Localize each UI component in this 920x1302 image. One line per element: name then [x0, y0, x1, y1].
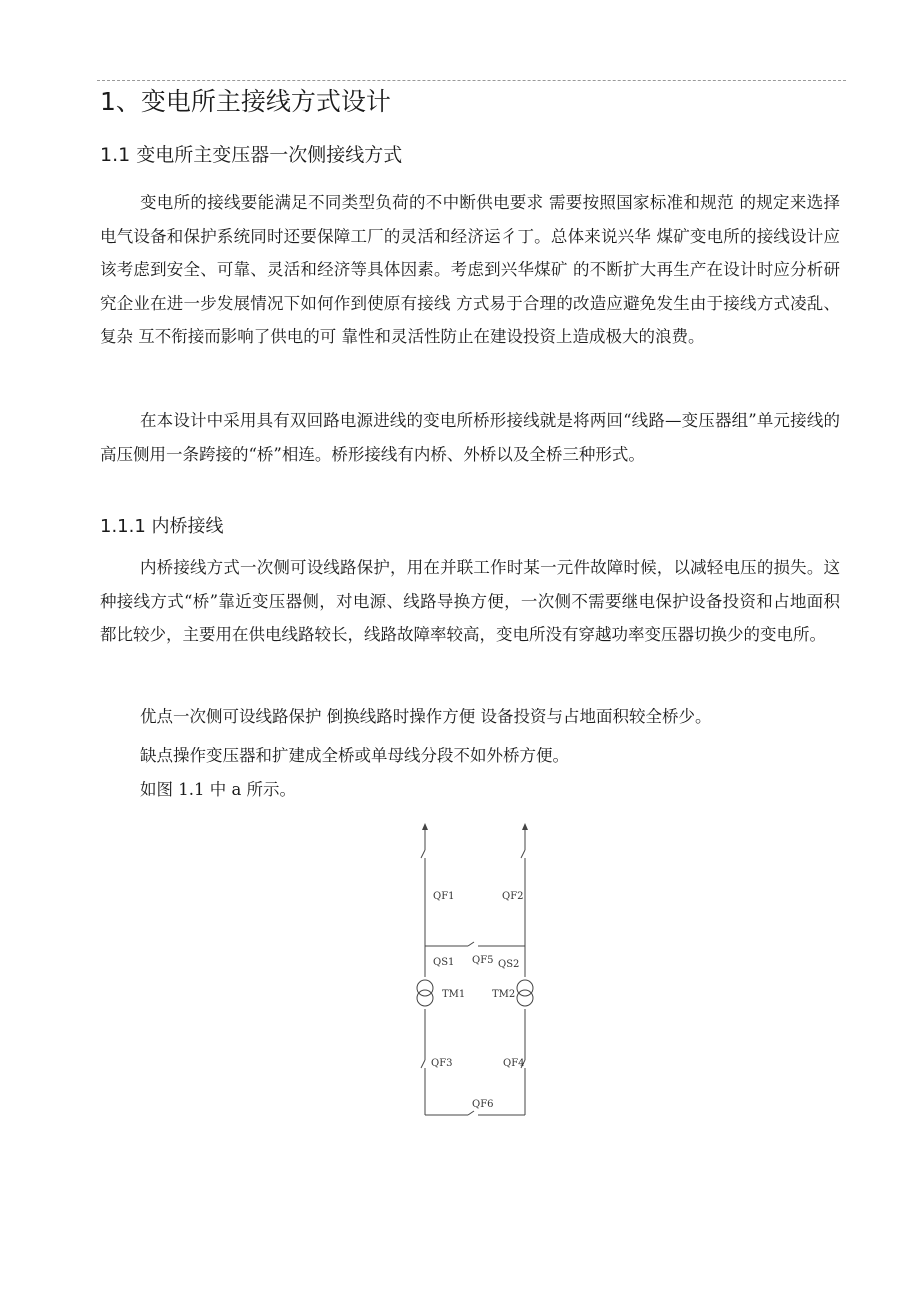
label-qf4: QF4: [503, 1058, 525, 1069]
advantages-line: 优点一次侧可设线路保护 倒换线路时操作方便 设备投资与占地面积较全桥少。: [140, 707, 712, 726]
inner-bridge-diagram: [400, 820, 540, 1125]
incoming-arrow-right: [522, 823, 528, 850]
figure-reference: 如图 1.1 中 a 所示。: [140, 780, 297, 799]
paragraph-bridge-wiring: 在本设计中采用具有双回路电源进线的变电所桥形接线就是将两回“线路—变压器组”单元接线的高压侧用一条跨接的“桥”相连。桥形接线有内桥、外桥以及全桥三种形式。: [100, 411, 840, 464]
label-tm2: TM2: [492, 989, 516, 1000]
label-qs2: QS2: [498, 959, 520, 970]
right-feeder-line: [521, 850, 525, 1115]
label-qs1: QS1: [433, 957, 455, 968]
label-qf2: QF2: [502, 891, 524, 902]
bridge-line: [425, 942, 525, 946]
left-feeder-line: [421, 850, 425, 1115]
incoming-arrow-left: [422, 823, 428, 850]
paragraph-inner-bridge: 内桥接线方式一次侧可设线路保护，用在并联工作时某一元件故障时候，以减轻电压的损失。这种接线方式“桥”靠近变压器侧，对电源、线路导换方便，一次侧不需要继电保护设备投资和占地面积都比较少，主要用在供电线路较长，线路故障率较高，变电所没有穿越功率变压器切换少的变电所。: [100, 558, 840, 645]
heading-1-1: 1.1 变电所主变压器一次侧接线方式: [100, 144, 403, 166]
paragraph-wiring-requirements: 变电所的接线要能满足不同类型负荷的不中断供电要求 需要按照国家标准和规范 的规定来选择电气设备和保护系统同时还要保障工厂的灵活和经济运彳丁。总体来说兴华 煤矿变电所的接线设计应该考虑到安全、可靠、灵活和经济等具体因素。考虑到兴华煤矿 的不断扩大再生产在设计时应分析研究企业在进一步发展情况下如何作到使原有接线 方式易于合理的改造应避免发生由于接线方式凌乱、复杂 互不衔接而影响了供电的可 靠性和灵活性防止在建设投资上造成极大的浪费。: [100, 193, 840, 347]
transformer-tm1: [417, 980, 433, 1006]
bottom-tie-line: [425, 1111, 525, 1115]
label-qf6: QF6: [472, 1099, 494, 1110]
label-tm1: TM1: [442, 989, 466, 1000]
transformer-tm2: [517, 980, 533, 1006]
label-qf1: QF1: [433, 891, 455, 902]
label-qf5: QF5: [472, 955, 494, 966]
heading-1-1-1: 1.1.1 内桥接线: [100, 516, 224, 537]
disadvantages-line: 缺点操作变压器和扩建成全桥或单母线分段不如外桥方便。: [140, 746, 569, 765]
header-rule: [97, 80, 846, 81]
label-qf3: QF3: [431, 1058, 453, 1069]
heading-1: 1、变电所主接线方式设计: [100, 87, 391, 116]
